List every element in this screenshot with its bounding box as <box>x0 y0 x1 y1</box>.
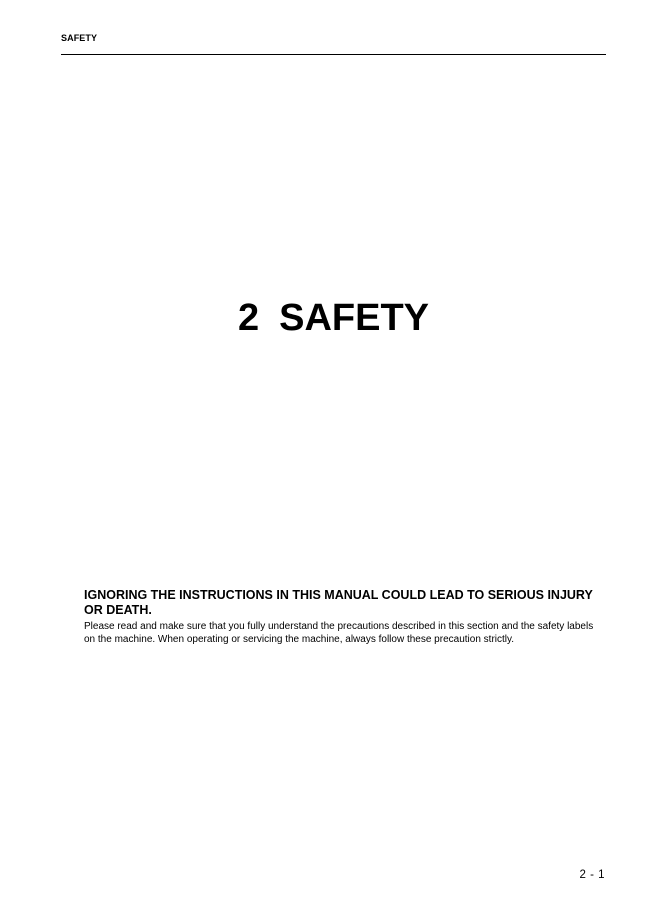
safety-warning <box>84 588 594 646</box>
chapter-name: SAFETY <box>279 297 430 339</box>
warning-heading: IGNORING THE INSTRUCTIONS IN THIS MANUAL COULD LEAD TO SERIOUS INJURY OR DEATH. <box>84 588 593 617</box>
header-divider <box>61 54 606 55</box>
running-header: SAFETY <box>61 33 98 43</box>
page-number: 2 - 1 <box>579 869 605 881</box>
chapter-number: 2 <box>237 297 260 339</box>
warning-body: Please read and make sure that you fully understand the precautions described in this section and the safety labels on the machine. When operating or servicing the machine, always follow these precaution strictly. <box>84 621 594 645</box>
chapter-title <box>0 295 645 341</box>
